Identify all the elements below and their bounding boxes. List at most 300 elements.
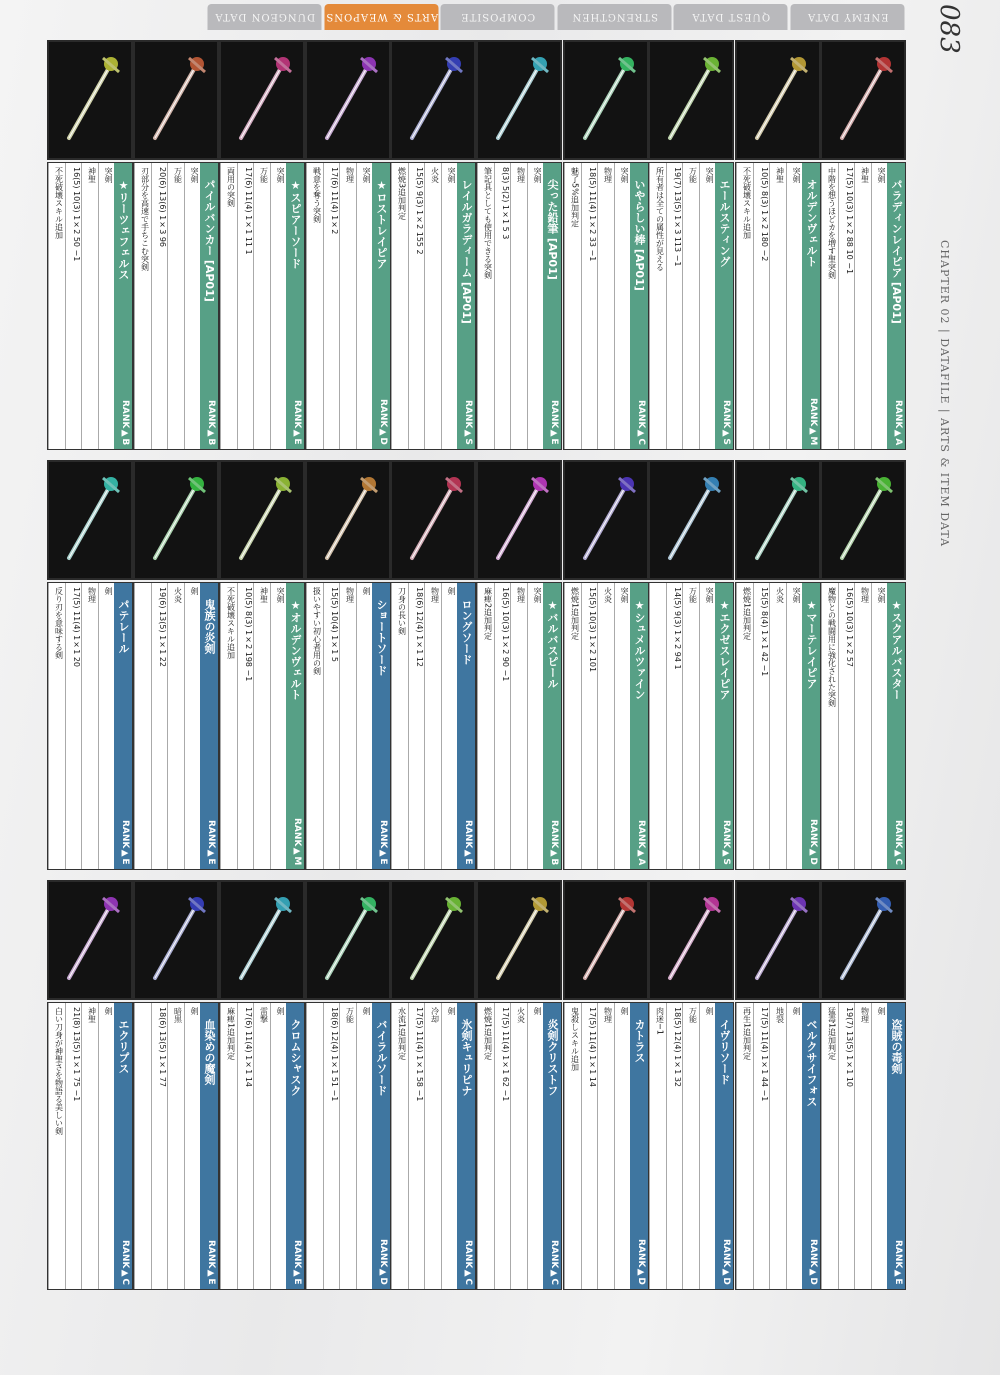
weapon-stat-table [476,582,562,870]
weapon-header [887,163,905,449]
weapon-card [820,40,906,450]
sword-icon [571,890,641,990]
weapon-rank: RANK▶B [206,399,216,445]
weapon-rank: RANK▶S [463,400,473,445]
weapon-type: 突剣 [527,583,544,869]
weapon-note: 不死破壊スキル追加 [48,163,65,449]
weapon-stats: 18(6) 12(4) 1×1 51 −1 [323,1003,340,1289]
weapon-rank: RANK▶D [378,399,388,445]
weapon-note: 燃焼1追加判定 [564,583,581,869]
weapon-type: 突剣 [98,163,115,449]
weapon-attribute: 火炎 [510,1003,527,1289]
weapon-name: ★ロストレイピア [375,179,388,269]
weapon-attribute: 物理 [339,583,356,869]
weapon-stats: 17(6) 11(4) 1×1 14 [237,1003,254,1289]
weapon-type: 剣 [98,1003,115,1289]
weapon-rank: RANK▶E [292,1240,302,1285]
sword-icon [141,470,211,570]
weapon-header [372,1003,390,1289]
weapon-card [820,460,906,870]
weapon-name: オルデンヴェルト [805,179,818,267]
weapon-header [114,1003,132,1289]
weapon-card [735,460,821,870]
weapon-attribute: 物理 [597,163,614,449]
weapon-name: エールスティング [718,179,731,267]
weapon-header [630,163,648,449]
weapon-header [114,163,132,449]
weapon-attribute: 火炎 [597,583,614,869]
weapon-stats: 16(5) 10(3) 1×2 50 −1 [65,163,82,449]
weapon-stat-table [390,1002,476,1290]
weapon-stat-table [133,582,219,870]
weapon-note: 不死破壊スキル追加 [220,583,237,869]
sword-icon [484,50,554,150]
section-tabs [208,4,904,30]
weapon-attribute: 万能 [682,163,699,449]
weapon-attribute: 万能 [339,1003,356,1289]
weapon-image [735,880,821,1000]
weapon-type: 突剣 [270,163,287,449]
weapon-image [133,460,219,580]
weapon-stat-table [219,162,305,450]
weapon-image [390,40,476,160]
weapon-card [133,460,219,870]
sword-icon [55,470,125,570]
sword-icon [55,50,125,150]
weapon-note: 燃焼3追加判定 [391,163,408,449]
weapon-stats: 14(5) 9(3) 1×2 94 1 [666,583,683,869]
weapon-stats: 18(5) 11(4) 1×2 33 −1 [581,163,598,449]
sword-icon [398,470,468,570]
sword-icon [141,890,211,990]
weapon-header [372,583,390,869]
weapon-type: 突剣 [441,163,458,449]
weapon-card [219,460,305,870]
weapon-attribute: 神聖 [769,163,786,449]
weapon-rank: RANK▶S [721,400,731,445]
weapon-type: 突剣 [614,583,631,869]
page-number: 083 [934,4,964,54]
weapon-stats: 15(5) 10(3) 1×2 101 [581,583,598,869]
weapon-note: 燃焼1追加判定 [736,583,753,869]
weapon-card [390,460,476,870]
weapon-stat-table [563,1002,649,1290]
weapon-rank: RANK▶E [206,820,216,865]
sword-icon [227,50,297,150]
weapon-card [648,40,734,450]
weapon-image [133,40,219,160]
weapon-stats: 16(5) 10(3) 1×2 57 [838,583,855,869]
weapon-type: 剣 [356,1003,373,1289]
weapon-stats: 17(6) 11(4) 1×1 11 1 [237,163,254,449]
weapon-card [476,880,562,1290]
weapon-card [648,460,734,870]
sword-icon [743,890,813,990]
weapon-note: 白い刀身が神聖さを物語る美しい剣 [48,1003,65,1289]
weapon-type: 突剣 [699,583,716,869]
weapon-card [735,40,821,450]
weapon-stats: 17(6) 11(4) 1×2 [323,163,340,449]
weapon-rank: RANK▶S [721,820,731,865]
weapon-stats: 10(5) 8(3) 1×2 198 −1 [237,583,254,869]
weapon-header [200,1003,218,1289]
weapon-name: 血染めの魔剣 [203,1019,216,1085]
weapon-card [133,40,219,450]
section-tab: ENEMY DATA [791,4,905,30]
weapon-header [630,1003,648,1289]
weapon-header [286,1003,304,1289]
weapon-type: 剣 [614,1003,631,1289]
weapon-image [390,460,476,580]
weapon-attribute: 地裂 [769,1003,786,1289]
weapon-stats: 18(6) 12(4) 1×1 12 [408,583,425,869]
weapon-header [286,583,304,869]
weapon-name: ★バルバスピール [546,599,559,689]
section-tab: ARTS & WEAPONS [325,4,439,30]
weapon-note [649,583,666,869]
weapon-header [715,163,733,449]
weapon-image [133,880,219,1000]
weapon-name: ★エクゼスレイピア [718,599,731,700]
weapon-stat-table [648,162,734,450]
sword-icon [398,50,468,150]
weapon-image [476,460,562,580]
weapon-attribute: 雷撃 [253,1003,270,1289]
weapon-header [457,1003,475,1289]
weapon-header [200,583,218,869]
weapon-note: 扱いやすい初心者用の剣 [306,583,323,869]
weapon-image [305,460,391,580]
weapon-note: 魔物との戦闘用に強化された突剣 [821,583,838,869]
weapon-image [648,460,734,580]
weapon-stat-table [563,162,649,450]
weapon-note: 鬼殺しスキル追加 [564,1003,581,1289]
weapon-stat-table [305,582,391,870]
weapon-note: 再生1追加判定 [736,1003,753,1289]
weapon-rank: RANK▶C [549,1239,559,1285]
weapon-rank: RANK▶E [120,820,130,865]
weapon-type: 剣 [699,1003,716,1289]
sword-icon [398,890,468,990]
weapon-stat-table [133,162,219,450]
weapon-card [648,880,734,1290]
weapon-image [305,880,391,1000]
weapon-name: 氷剣キュリピナ [460,1019,473,1096]
weapon-header [286,163,304,449]
weapon-card [563,460,649,870]
weapon-header [802,583,820,869]
sword-icon [743,470,813,570]
weapon-rank: RANK▶E [893,1240,903,1285]
weapon-rank: RANK▶A [893,399,903,445]
weapon-name: ★スピアーソード [289,179,302,269]
weapon-card [476,460,562,870]
weapon-image [305,40,391,160]
sword-icon [828,470,898,570]
weapon-type: 突剣 [871,163,888,449]
weapon-image [390,880,476,1000]
weapon-image [47,40,133,160]
weapon-name: 尖った鉛筆 [AP01] [546,179,559,280]
weapon-stats: 15(5) 9(3) 1×2 155 2 [408,163,425,449]
weapon-stats: 15(5) 8(4) 1×1 42 −1 [753,583,770,869]
weapon-card [563,880,649,1290]
weapon-stat-table [47,1002,133,1290]
weapon-type: 突剣 [871,583,888,869]
weapon-rank: RANK▶C [893,819,903,865]
weapon-header [715,583,733,869]
weapon-attribute: 物理 [339,163,356,449]
weapon-name: バイラルソード [375,1019,388,1096]
weapon-attribute: 物理 [510,583,527,869]
section-tab: QUEST DATA [674,4,788,30]
weapon-rank: RANK▶C [636,399,646,445]
weapon-stat-table [648,582,734,870]
weapon-type: 突剣 [786,583,803,869]
weapon-type: 剣 [871,1003,888,1289]
weapon-header [114,583,132,869]
weapon-image [219,880,305,1000]
weapon-rank: RANK▶E [292,400,302,445]
weapon-header [543,1003,561,1289]
weapon-header [715,1003,733,1289]
weapon-type: 剣 [527,1003,544,1289]
weapon-note: 肉迷−1 [649,1003,666,1289]
weapon-type: 剣 [98,583,115,869]
sword-icon [656,50,726,150]
weapon-stats: 17(5) 11(4) 1×1 14 [581,1003,598,1289]
weapon-note: 水流1追加判定 [391,1003,408,1289]
weapon-image [648,880,734,1000]
weapon-name: ★リーツェフェルス [117,179,130,280]
weapon-rank: RANK▶E [463,820,473,865]
weapon-type: 突剣 [527,163,544,449]
weapon-card [133,880,219,1290]
weapon-note: 所有者は全ての属性が見える [649,163,666,449]
weapon-stat-table [735,162,821,450]
weapon-card [219,880,305,1290]
weapon-attribute: 物理 [597,1003,614,1289]
weapon-stats: 18(5) 12(4) 1×1 32 [666,1003,683,1289]
weapon-image [47,880,133,1000]
weapon-name: ★マーテレイピア [805,599,818,689]
weapon-attribute: 神聖 [854,163,871,449]
weapon-rank: RANK▶C [463,1239,473,1285]
weapon-image [476,40,562,160]
section-tab: STRENGTHEN [558,4,672,30]
weapon-name: いやらしい棒 [AP01] [633,179,646,291]
weapon-name: ショートソード [375,599,388,676]
weapon-card [390,880,476,1290]
weapon-note: 戦意を奪う突剣 [306,163,323,449]
sword-icon [656,890,726,990]
section-tab: DUNGEON DATA [208,4,322,30]
weapon-stat-table [305,162,391,450]
weapon-stat-table [820,162,906,450]
sword-icon [313,50,383,150]
sword-icon [313,470,383,570]
weapon-header [802,163,820,449]
weapon-note: 魅了5%追加判定 [564,163,581,449]
weapon-name: パラディンレイピア [AP01] [890,179,903,324]
weapon-note: 中階を想うほどカを増す聖突剣 [821,163,838,449]
weapon-stats: 18(6) 13(5) 1×1 77 [151,1003,168,1289]
weapon-rank: RANK▶A [636,819,646,865]
weapon-card [305,460,391,870]
weapon-type: 突剣 [356,163,373,449]
weapon-image [820,880,906,1000]
weapon-type: 突剣 [270,583,287,869]
weapon-image [820,460,906,580]
weapon-type: 突剣 [699,163,716,449]
sword-icon [141,50,211,150]
weapon-note: 麻痺1追加判定 [220,1003,237,1289]
weapon-stats: 10(5) 8(3) 1×2 180 −2 [753,163,770,449]
chapter-running-header: CHAPTER 02 | DATAFILE | ARTS & ITEM DATA [938,240,951,548]
weapon-stat-table [390,162,476,450]
weapon-header [543,583,561,869]
weapon-stat-table [47,162,133,450]
weapon-stat-table [133,1002,219,1290]
sword-icon [743,50,813,150]
weapon-note [306,1003,323,1289]
weapon-type: 剣 [441,583,458,869]
weapon-rank: RANK▶B [549,819,559,865]
weapon-attribute: 冷却 [424,1003,441,1289]
weapon-name: ★スクアルバスター [890,599,903,700]
weapon-rank: RANK▶M [292,817,302,865]
weapon-stat-table [820,582,906,870]
weapon-image [735,40,821,160]
weapon-attribute: 物理 [854,1003,871,1289]
weapon-card [47,880,133,1290]
weapon-attribute: 万能 [253,163,270,449]
sword-icon [828,50,898,150]
sword-icon [571,50,641,150]
weapon-card [219,40,305,450]
weapon-image [47,460,133,580]
weapon-card [305,880,391,1290]
weapon-name: エクリプス [117,1019,130,1074]
weapon-stat-table [47,582,133,870]
weapon-type: 剣 [441,1003,458,1289]
weapon-stat-table [648,1002,734,1290]
weapon-name: ★シュメルツァイン [633,599,646,700]
weapon-stats: 21(8) 13(5) 1×1 75 −1 [65,1003,82,1289]
weapon-type: 剣 [184,1003,201,1289]
weapon-rank: RANK▶E [206,1240,216,1285]
sword-icon [656,470,726,570]
weapon-attribute: 物理 [854,583,871,869]
weapon-stats: 16(5) 10(3) 1×2 90 −1 [494,583,511,869]
weapon-note: 燃焼1追加判定 [477,1003,494,1289]
sword-icon [484,890,554,990]
weapon-name: 鬼族の炎剣 [203,599,216,654]
weapon-image [563,880,649,1000]
weapon-rank: RANK▶E [549,400,559,445]
weapon-stat-table [476,1002,562,1290]
weapon-note: 不死破壊スキル追加 [736,163,753,449]
weapon-attribute: 万能 [682,583,699,869]
weapon-rank: RANK▶D [636,1239,646,1285]
weapon-header [887,583,905,869]
weapon-name: イヴリソード [718,1019,731,1085]
weapon-type: 剣 [786,1003,803,1289]
weapon-card [735,880,821,1290]
weapon-image [563,40,649,160]
weapon-attribute: 神聖 [81,1003,98,1289]
weapon-rank: RANK▶M [808,397,818,445]
weapon-stat-table [219,582,305,870]
weapon-stats: 17(5) 11(4) 1×1 62 −1 [494,1003,511,1289]
weapon-header [457,583,475,869]
weapon-stats: 17(5) 11(4) 1×1 44 −1 [753,1003,770,1289]
weapon-stats: 19(7) 13(5) 1×3 113 −1 [666,163,683,449]
sword-icon [313,890,383,990]
weapon-image [219,40,305,160]
sword-icon [571,470,641,570]
weapon-note: 猛毒1追加判定 [821,1003,838,1289]
weapon-rank: RANK▶C [120,1239,130,1285]
weapon-name: 盗賊の毒剣 [890,1019,903,1074]
weapon-rank: RANK▶D [808,1239,818,1285]
weapon-stats: 20(6) 13(6) 1×3 96 [151,163,168,449]
weapon-card [305,40,391,450]
weapon-image [648,40,734,160]
weapon-header [630,583,648,869]
weapon-header [802,1003,820,1289]
weapon-stat-table [735,582,821,870]
weapon-name: パイルバンカー [AP01] [203,179,216,302]
weapon-type: 突剣 [786,163,803,449]
weapon-rank: RANK▶D [721,1239,731,1285]
weapon-image [476,880,562,1000]
weapon-card [563,40,649,450]
weapon-attribute: 物理 [81,583,98,869]
weapon-name: 炎剣クリストフ [546,1019,559,1096]
weapon-note: 麻痺2追加判定 [477,583,494,869]
weapon-stat-table [820,1002,906,1290]
weapon-stat-table [735,1002,821,1290]
weapon-attribute: 暗黒 [167,1003,184,1289]
weapon-note [134,583,151,869]
weapon-attribute: 万能 [167,163,184,449]
weapon-name: クロムシャスク [289,1019,302,1096]
weapon-note: 刀身の長い剣 [391,583,408,869]
weapon-header [543,163,561,449]
sword-icon [227,470,297,570]
weapon-name: ロングソード [460,599,473,665]
weapon-stats: 19(7) 13(5) 1×1 10 [838,1003,855,1289]
weapon-stat-table [563,582,649,870]
weapon-stat-table [390,582,476,870]
section-tab: COMPOSITE [441,4,555,30]
weapon-stat-table [476,162,562,450]
weapon-card [476,40,562,450]
weapon-stats: 17(5) 11(4) 1×1 58 −1 [408,1003,425,1289]
sword-icon [55,890,125,990]
weapon-rank: RANK▶E [378,820,388,865]
weapon-attribute: 神聖 [253,583,270,869]
weapon-name: パテレール [117,599,130,654]
weapon-name: カトラス [633,1019,646,1063]
weapon-image [563,460,649,580]
weapon-attribute: 万能 [682,1003,699,1289]
weapon-image [219,460,305,580]
weapon-attribute: 物理 [510,163,527,449]
weapon-header [372,163,390,449]
sword-icon [828,890,898,990]
